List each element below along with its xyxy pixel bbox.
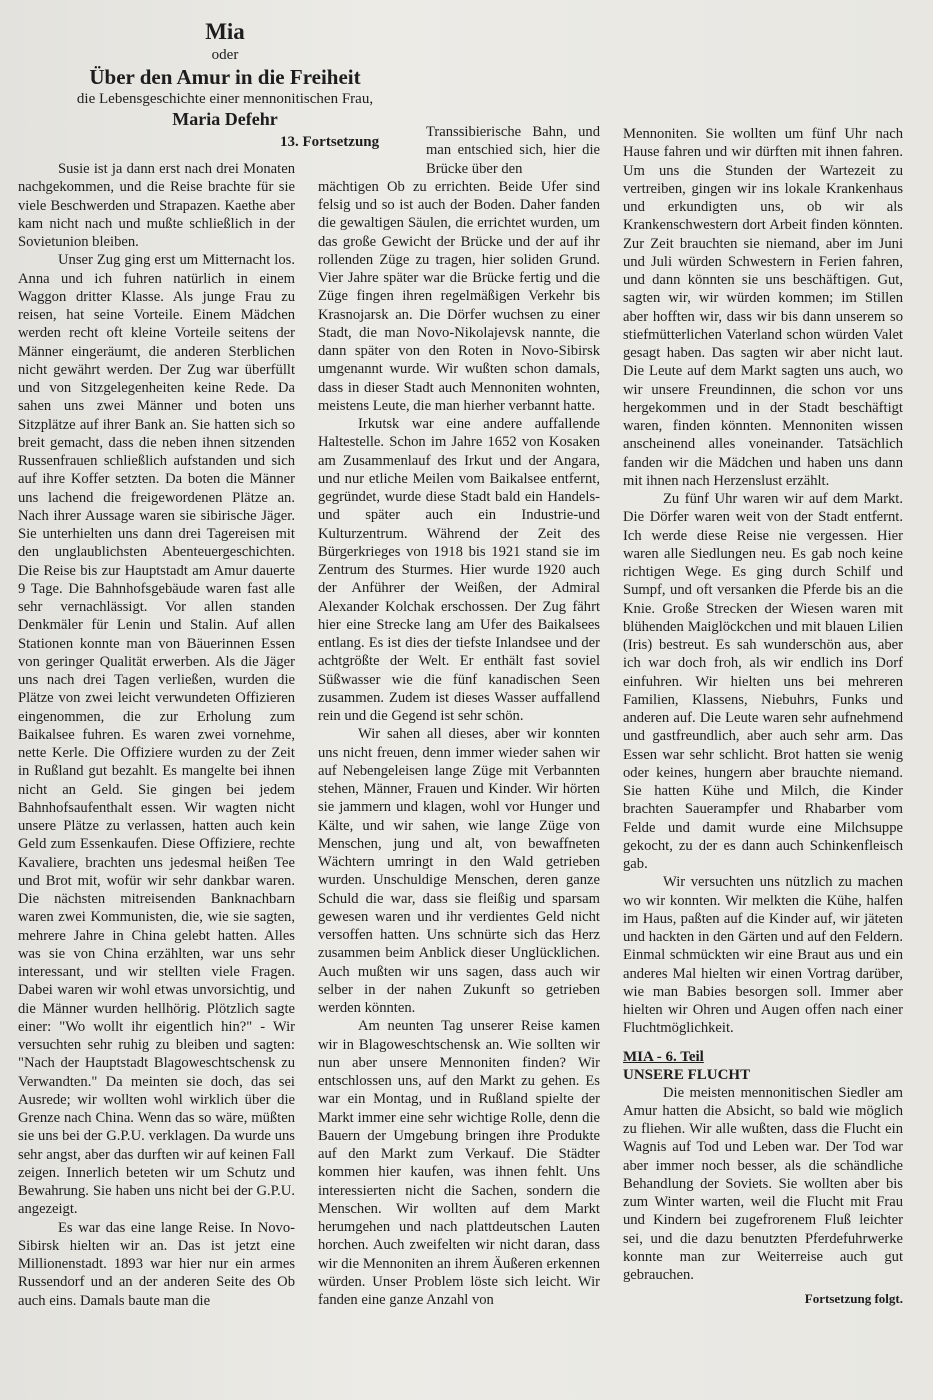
paragraph: Zu fünf Uhr waren wir auf dem Markt. Die Dörfer waren weit von der Stadt entfernt. Ich werde diese Reise nie vergessen. Hier waren alle Siedlungen neu. Es gab noch keine richtigen Wege. Es ging durch Schilf und Sumpf, und oft versanken die Pferde bis an die Knie. Große Strecken der Wiesen waren mit blühenden Maiglöckchen und mit blauen Lilien (Iris) bestreut. Es sah wunderschön aus, aber ich war doch froh, als wir endlich ins Dorf einfuhren. Wir hielten uns bei mehreren Familien, Klassens, Niebuhrs, Funks und anderen auf. Die Leute waren sehr aufnehmend und gastfreundlich, aber auch sehr arm. Das Essen war sehr schlicht. Brot hatten sie wenig oder keines, hungern aber brauchte niemand. Sie hatten Kühe und Milch, die Kinder brachten Sauerampfer und Rhabarber vom Felde und damit wurde eine Milchsuppe gekocht, zu der es dann auch Schinkenfleisch gab. [623, 491, 903, 872]
paragraph: Unser Zug ging erst um Mitternacht los. Anna und ich fuhren natürlich in einem Waggon dritter Klasse. Als junge Frau zu reisen, hat seine Vorteile. Einem Mädchen werden recht oft kleine Vorteile seitens der Männer eingeräumt, die anderen Sterblichen nicht gewährt werden. Der Zug war überfüllt und von Sitzgelegenheiten keine Rede. Da sahen uns zwei Männer und boten uns Sitzplätze auf ihrer Bank an. Sie hatten sich so breit gemacht, dass die neben ihnen sitzenden Russenfrauen schließlich aufstanden und sich auf ihre Koffer setzten. Da boten die Männer uns lachend die freigewordenen Plätze an. Nach ihrer Aussage waren sie sibirische Jäger. Sie unterhielten uns dann drei Tagereisen mit den unglaublichsten Abenteuergeschichten. Die Reise bis zur Hauptstadt am Amur dauerte 9 Tage. Die Bahnhofsgebäude waren fast alle sehr vernachlässigt. Vor allen standen Denkmäler für Lenin und Stalin. Auf allen Stationen konnte man von Bäuerinnen Essen von geringer Qualität erwerben. Als die Jäger uns nach drei Tagen verließen, wurden die Plätze von zwei leicht verwundeten Offizieren eingenommen, die zur Erholung zum Baikalsee fuhren. Es waren zwei vornehme, nette Kerle. Die Offiziere wurden zu der Zeit in Rußland gut bezahlt. Es mangelte bei ihnen nicht an Geld. Sie gingen bei jedem Bahnhofsaufenthalt essen. Wir wagten nicht unsere Plätze zu verlassen, hatten auch kein Geld zum Essenkaufen. Diese Offiziere, rechte Kavaliere, brachten uns jedesmal heißen Tee und Brot mit, wofür wir sehr dankbar waren. Die nächsten mitreisenden Banknachbarn waren zwei Kommunisten, die, wie sie sagten, mehrere Jahre in China gelebt hatten. Alles was sie von China erzählten, war uns sehr interessant, und wir stellten viele Fragen. Dabei waren wir wohl etwas unvorsichtig, und die Männer wurden hellhörig. Plötzlich sagte einer: "Wo wollt ihr eigentlich hin?" - Wir versuchten sehr ruhig zu bleiben und sagten: "Nach der Hauptstadt Blagoweschtschensk zu Verwandten." Da meinten sie doch, das sei Ausrede; wir wollten wohl wirklich über die Grenze nach China. Wenn das so wäre, müßten sie uns bei der G.P.U. verklagen. Da wurde uns sehr angst, aber das durften wir auf keinen Fall zeigen. Innerlich beteten wir um Schutz und Bewahrung. Sie haben uns nicht bei der G.P.U. angezeigt. [18, 252, 295, 1218]
paragraph: Es war das eine lange Reise. In Novo-Sibirsk hielten wir an. Das ist jetzt eine Millionenstadt. 1893 war hier nur ein armes Russendorf und an der anderen Seite des Ob auch eins. Damals baute man die [18, 1219, 295, 1309]
section-heading-title: UNSERE FLUCHT [623, 1066, 751, 1083]
article-author: Maria Defehr [172, 109, 278, 129]
article-subtitle: die Lebensgeschichte einer mennonitischen Frau, [76, 91, 374, 107]
continued-note: Fortsetzung folgt. [804, 1291, 903, 1307]
paragraph: Am neunten Tag unserer Reise kamen wir in Blagoweschtschensk an. Wie sollten wir nun aber unsere Mennoniten finden? Wir entschlossen uns, auf den Markt zu gehen. Es war ein Montag, und in Rußland spielte der Markt immer eine sehr wichtige Rolle, denn die Bauern der Umgebung bringen ihre Produkte auf den Markt zum Verkauf. Die Städter kommen hier kaufen, was ihnen fehlt. Uns interessierten nicht die Sachen, sondern die Menschen. Wir wollten auf dem Markt herumgehen und nach plattdeutschen Lauten horchen. Auch zweifelten wir nicht daran, dass wir die Mennoniten an ihrem Äußeren erkennen würden. Unser Problem löste sich leicht. Wir fanden eine ganze Anzahl von [318, 1018, 600, 1308]
article-header [30, 18, 420, 130]
paragraph: Die meisten mennonitischen Siedler am Amur hatten die Absicht, so bald wie möglich zu fliehen. Wir alle wußten, dass die Flucht ein Wagnis auf Tod und Leben war. Der Tod war aber immer noch besser, als die schändliche Behandlung der Soviets. Sie wollten aber bis zum Winter warten, weil die Flucht mit Frau und Kindern bei zugefrorenem Fluß leichter sei, und die dazu benutzten Pferdefuhrwerke konnte man zur Weiterreise auch gut gebrauchen. [623, 1084, 903, 1283]
title-oder: oder [211, 47, 239, 63]
paragraph-top: Transsibierische Bahn, und man entschied sich, hier die Brücke über den [426, 124, 600, 177]
column-3 [623, 125, 903, 1309]
paragraph: mächtigen Ob zu errichten. Beide Ufer sind felsig und so ist auch der Boden. Daher fanden die gewaltigen Säulen, die errichtet wurden, um das große Gewicht der Brücke und der auf ihr rollenden Züge zu tragen, hier soliden Grund. Vier Jahre später war die Brücke fertig und die Züge fingen ihren regelmäßigen Verkehr bis Krasnojarsk an. Die Dörfer wuchsen zu einer Stadt, die man Novo-Nikolajevsk nannte, die dann später von den Roten in Novo-Sibirsk umgenannt wurde. Wir wußten schon damals, dass in dieser Stadt auch Mennoniten wohnten, meistens Leute, die man hierher verbannt hatte. [318, 178, 600, 414]
paragraph: Irkutsk war eine andere auffallende Haltestelle. Schon im Jahre 1652 von Kosaken am Zusammenlauf des Irkut und der Angara, und nur etliche Meilen vom Baikalsee entfernt, gegründet, wurde diese Stadt bald ein Handels- und später auch ein Industrie-und Kulturzentrum. Während der Zeit des Bürgerkrieges von 1918 bis 1921 stand sie im Zentrum des Sturmes. Hier wurde 1920 auch der Anführer der Weißen, der Admiral Alexander Kolchak erschossen. Der Zug fährt hier eine Strecke lang am Ufer des Baikalsees entlang. Es ist dies der tiefste Inlandsee und der achtgrößte der Welt. Er enthält fast soviel Süßwasser wie die fünf kanadischen Seen zusammen. Zudem ist dieses Wasser auffallend rein und die Gegend ist sehr schön. [318, 416, 600, 724]
column-1 [18, 160, 295, 1310]
column-2 [318, 123, 600, 1309]
paragraph: Wir versuchten uns nützlich zu machen wo wir konnten. Wir melkten die Kühe, halfen im Haus, paßten auf die Kinder auf, wir jäteten und hackten in den Gärten und auf den Feldern. Einmal schmückten wir eine Braut aus und ein anderes Mal hielten wir einen Vortrag darüber, wie man Babies besorgen soll. Immer aber hielten wir Ohren und Augen offen nach einer Fluchtmöglichkeit. [623, 874, 903, 1037]
title-mia: Mia [205, 19, 245, 44]
part-number: 13. Fortsetzung [280, 134, 380, 150]
article-title: Über den Amur in die Freiheit [89, 65, 361, 89]
paragraph: Wir sahen all dieses, aber wir konnten uns nicht freuen, denn immer wieder sahen wir auf Nebengeleisen lange Züge mit Verbannten stehen, Männer, Frauen und Kinder. Wir hörten sie jammern und klagen, wohl vor Hunger und Kälte, und wir sahen, wie lange Züge von Menschen, jung und alt, von bewaffneten Wächtern umringt in den Wald getrieben wurden. Unschuldige Menschen, deren ganze Schuld die war, dass sie fleißig und sparsam gewesen waren und ihr verdientes Geld nicht versoffen hatten. Uns schnürte sich das Herz zusammen beim Anblick dieser Unglücklichen. Auch mußten wir uns sagen, dass auch wir selber in der nahen Zukunft so getrieben werden könnten. [318, 726, 600, 1016]
section-heading-part: MIA - 6. Teil [623, 1048, 704, 1065]
paragraph: Susie ist ja dann erst nach drei Monaten nachgekommen, und die Reise brachte für sie viele Beschwerden und Strapazen. Kaethe aber kam nicht nach und mußte schließlich in der Sovietunion bleiben. [18, 161, 295, 250]
paragraph: Mennoniten. Sie wollten um fünf Uhr nach Hause fahren und wir dürften mit ihnen fahren. Um uns die Stunden der Wartezeit zu vertreiben, gingen wir ins lokale Krankenhaus und erkundigten uns, ob wir als Krankenschwestern dort Arbeit finden könnten. Zur Zeit brauchten sie niemand, aber im Juni und Juli würden Schwestern in Ferien fahren, und dann könnten sie uns beschäftigen. Gut, sagten wir, wir würden kommen; im Stillen aber hofften wir, dass wir bis dann unserem so stiefmütterlichen Vaterland schon würden Valet gesagt haben. Das sagten wir aber nicht laut. Die Leute auf dem Markt sagten uns auch, wo wir unsere Freundinnen, die schon vor uns hergekommen und in der Stadt beschäftigt waren, finden könnten. Mennoniten wissen anscheinend alles voneinander. Tatsächlich fanden wir die Mädchen und haben uns dann mit ihnen nach Herzenslust erzählt. [623, 126, 903, 489]
